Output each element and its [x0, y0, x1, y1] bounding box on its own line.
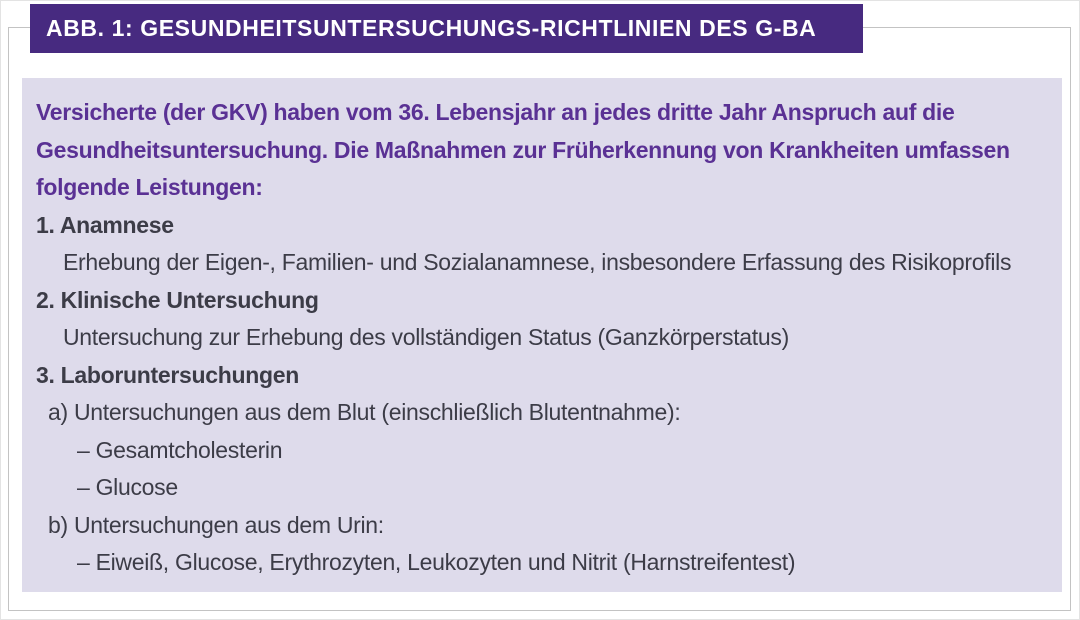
text-line: folgende Leistungen:: [36, 174, 263, 200]
text-line: b) Untersuchungen aus dem Urin:: [48, 511, 384, 538]
text-line: – Gesamtcholesterin: [77, 436, 283, 463]
text-line: – Glucose: [77, 474, 178, 500]
figure-title: ABB. 1: GESUNDHEITSUNTERSUCHUNGS-RICHTLINIEN DES G-BA: [46, 15, 817, 41]
text-line: 3. Laboruntersuchungen: [36, 361, 300, 388]
text-line: Erhebung der Eigen-, Familien- und Sozialanamnese, insbesondere Erfassung des Risikoprofils: [63, 249, 1012, 275]
text-line: 1. Anamnese: [36, 211, 174, 238]
text-line: a) Untersuchungen aus dem Blut (einschließlich Blutentnahme):: [48, 399, 681, 425]
text-line: 2. Klinische Untersuchung: [36, 286, 319, 313]
text-line: Untersuchung zur Erhebung des vollständigen Status (Ganzkörperstatus): [63, 324, 789, 350]
text-line: – Eiweiß, Glucose, Erythrozyten, Leukozyten und Nitrit (Harnstreifentest): [77, 549, 796, 575]
content-box: [22, 78, 1062, 592]
text-line: Gesundheitsuntersuchung. Die Maßnahmen zur Früherkennung von Krankheiten umfassen: [36, 136, 1010, 163]
text-line: Versicherte (der GKV) haben vom 36. Lebensjahr an jedes dritte Jahr Anspruch auf die: [36, 99, 955, 125]
figure-title-banner: [30, 4, 863, 53]
